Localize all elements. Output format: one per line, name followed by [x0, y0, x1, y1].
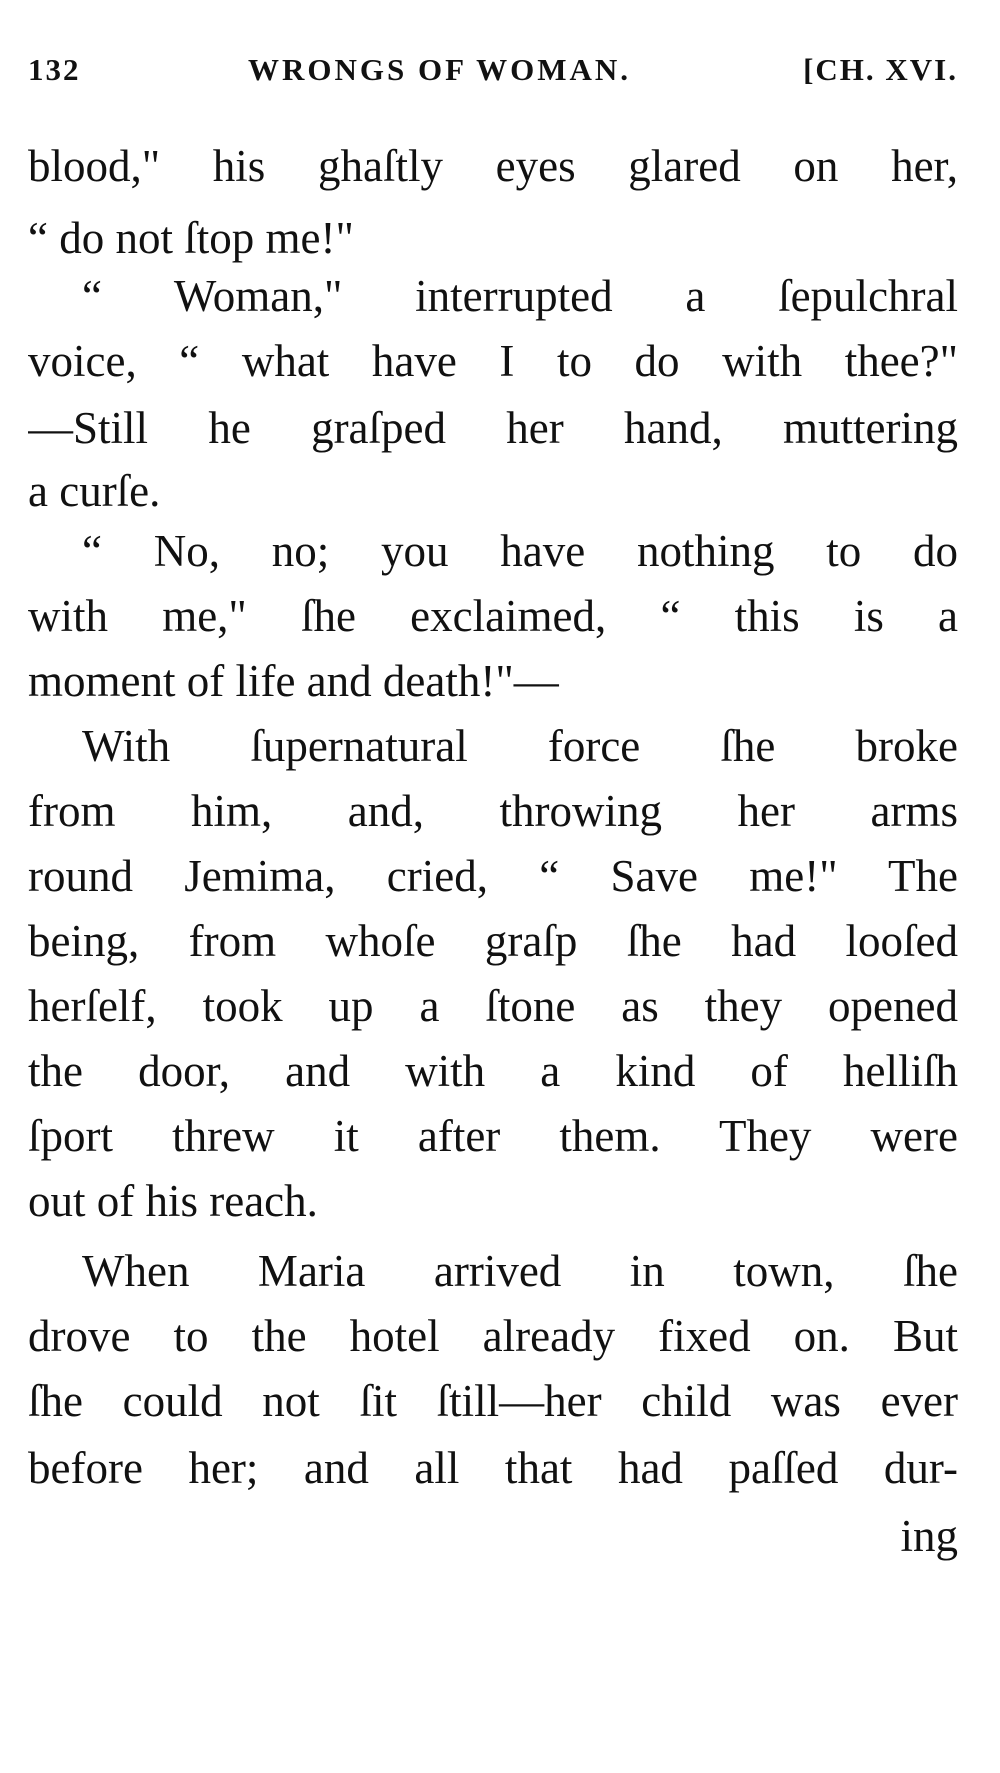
text-line: “ No, no; you have nothing to do	[82, 526, 958, 576]
text-line: —Still he graſped her hand, muttering	[28, 403, 958, 453]
text-line: drove to the hotel already fixed on. But	[28, 1311, 958, 1361]
text-line: herſelf, took up a ſtone as they opened	[28, 981, 958, 1031]
text-line: “ do not ſtop me!"	[28, 213, 354, 263]
chapter-reference: [CH. XVI.	[803, 52, 958, 87]
text-line: from him, and, throwing her arms	[28, 786, 958, 836]
text-line: round Jemima, cried, “ Save me!" The	[28, 851, 958, 901]
text-line: with me," ſhe exclaimed, “ this is a	[28, 591, 958, 641]
running-title: WRONGS OF WOMAN.	[248, 52, 631, 87]
text-line: a curſe.	[28, 466, 161, 516]
text-line: With ſupernatural force ſhe broke	[82, 721, 958, 771]
text-line: before her; and all that had paſſed dur-	[28, 1443, 958, 1493]
text-line: “ Woman," interrupted a ſepulchral	[82, 271, 958, 321]
text-line: out of his reach.	[28, 1176, 318, 1226]
text-line: the door, and with a kind of helliſh	[28, 1046, 958, 1096]
text-line: being, from whoſe graſp ſhe had looſed	[28, 916, 958, 966]
text-line: blood," his ghaſtly eyes glared on her,	[28, 141, 958, 191]
text-line: moment of life and death!"—	[28, 656, 559, 706]
page-number: 132	[28, 52, 81, 87]
text-line: voice, “ what have I to do with thee?"	[28, 336, 958, 386]
running-head	[28, 52, 958, 96]
catchword: ing	[900, 1511, 958, 1561]
text-line: ſhe could not ſit ſtill—her child was ever	[28, 1376, 958, 1426]
text-line: ſport threw it after them. They were	[28, 1111, 958, 1161]
text-line: When Maria arrived in town, ſhe	[82, 1246, 958, 1296]
